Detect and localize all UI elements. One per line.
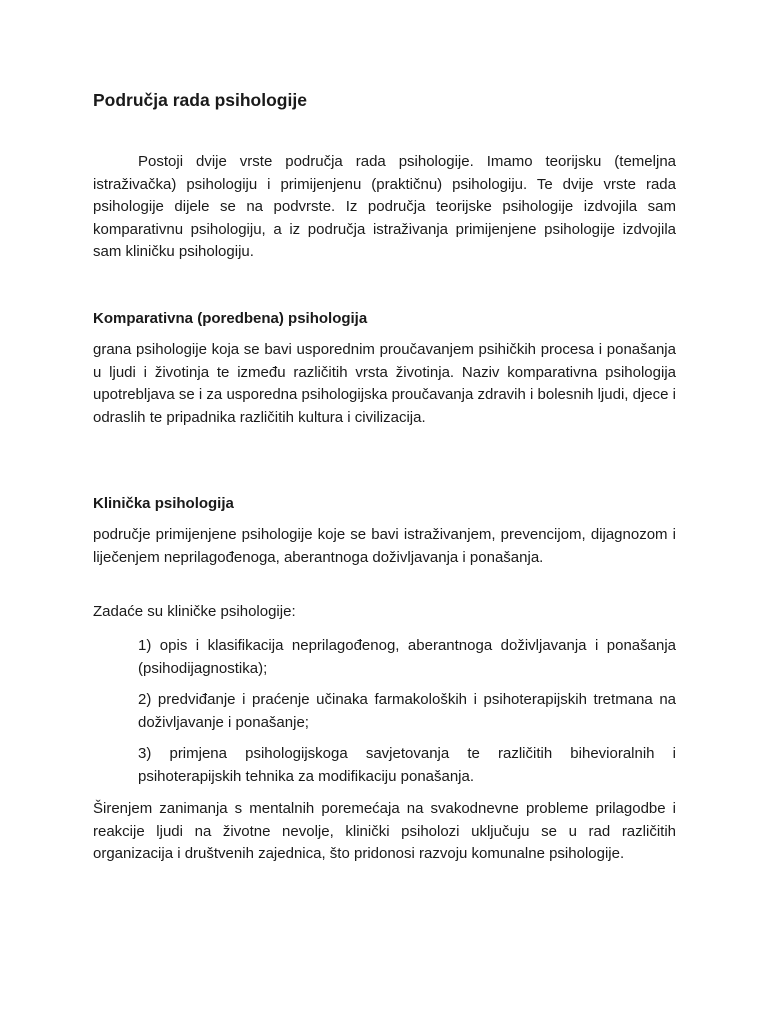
section-text-klinicka: područje primijenjene psihologije koje se bavi istraživanjem, prevencijom, dijagnozom i liječenjem neprilagođenoga, aberantnoga doživljavanja i ponašanja.	[93, 526, 676, 566]
section-heading-komparativna: Komparativna (poredbena) psihologija	[93, 310, 368, 327]
tasks-intro: Zadaće su kliničke psihologije:	[93, 603, 296, 620]
section-heading-klinicka: Klinička psihologija	[93, 495, 234, 512]
closing-paragraph: Širenjem zanimanja s mentalnih poremećaja na svakodnevne probleme prilagodbe i reakcije ljudi na životne nevolje, klinički psiholozi uključuju se u rad različitih organizacija i društvenih zajednica, što pridonosi razvoju komunalne psihologije.	[93, 800, 676, 862]
task-list-item: 2) predviđanje i praćenje učinaka farmakoloških i psihoterapijskih tretmana na doživljavanje i ponašanje;	[138, 691, 676, 731]
intro-paragraph: Postoji dvije vrste područja rada psihologije. Imamo teorijsku (temeljna istraživačka) psihologiju i primijenjenu (praktičnu) psihologiju. Te dvije vrste rada psihologije dijele se na podvrste. Iz područja teorijske psihologije izdvojila sam komparativnu psihologiju, a iz područja istraživanja primijenjene psihologije izdvojila sam kliničku psihologiju.	[93, 153, 676, 260]
section-text-komparativna: grana psihologije koja se bavi usporednim proučavanjem psihičkih procesa i ponašanja u ljudi i životinja te između različitih vrsta životinja. Naziv komparativna psihologija upotrebljava se i za usporedna psihologijska proučavanja zdravih i bolesnih ljudi, djece i odraslih te pripadnika različitih kultura i civilizacija.	[93, 341, 676, 426]
document-title: Područja rada psihologije	[93, 90, 307, 110]
task-list-item: 1) opis i klasifikacija neprilagođenog, aberantnoga doživljavanja i ponašanja (psihodijagnostika);	[138, 637, 676, 677]
task-list-item: 3) primjena psihologijskoga savjetovanja te različitih bihevioralnih i psihoterapijskih tehnika za modifikaciju ponašanja.	[138, 745, 676, 785]
